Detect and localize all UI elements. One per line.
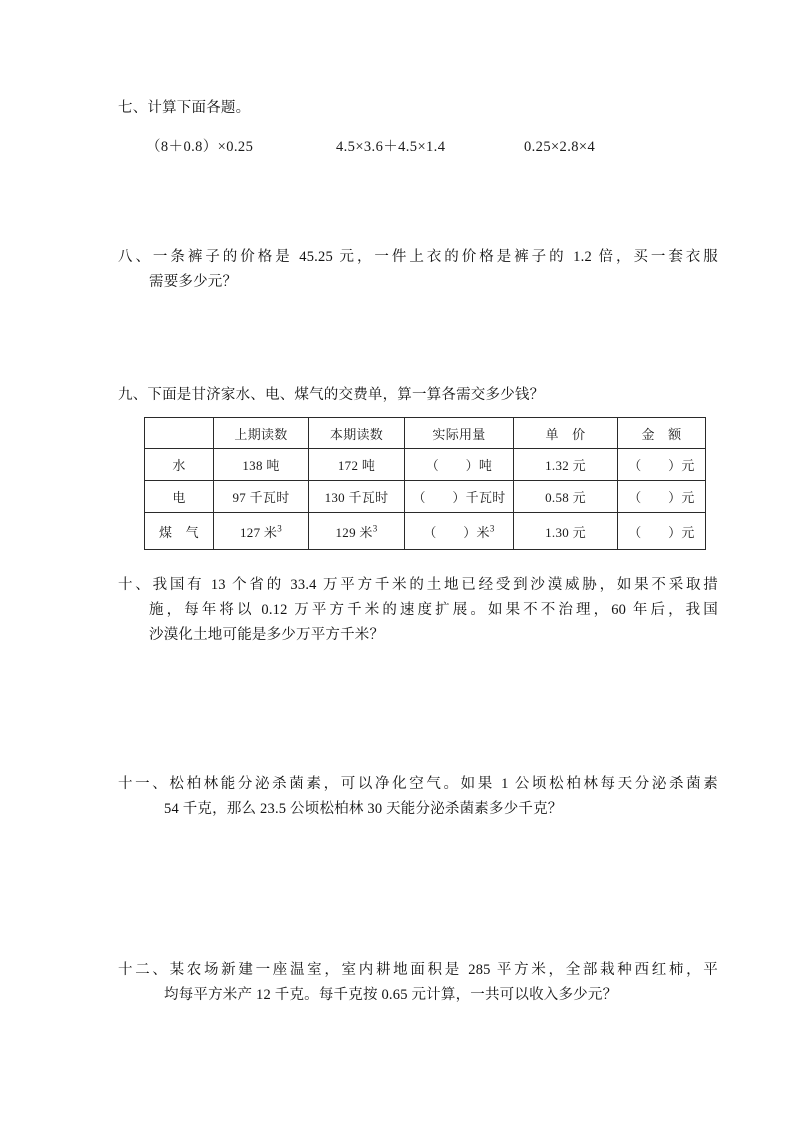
row-label-gas: 煤 气 xyxy=(145,513,214,550)
cell-gas-usage-blank[interactable] xyxy=(405,513,514,550)
question-12-line-2: 均每平方米产 12 千克。每千克按 0.65 元计算，一共可以收入多少元？ xyxy=(164,987,618,1003)
header-cell-amount: 金 额 xyxy=(618,418,706,449)
header-cell-price: 单 价 xyxy=(514,418,618,449)
question-10-line-2: 施，每年将以 0.12 万平方千米的速度扩展。如果不不治理，60 年后，我国 xyxy=(149,602,718,618)
expression-1: （8＋0.8）×0.25 xyxy=(146,139,254,155)
question-8-line-2: 需要多少元？ xyxy=(149,274,238,290)
question-11-line-1: 十一、松柏林能分泌杀菌素，可以净化空气。如果 1 公顷松柏林每天分泌杀菌素 xyxy=(118,776,718,792)
table-header-row xyxy=(145,418,706,449)
question-11 xyxy=(118,772,718,822)
expression-2: 4.5×3.6＋4.5×1.4 xyxy=(336,139,446,155)
cell-electricity-amount-blank[interactable]: （ ）元 xyxy=(618,481,706,513)
question-8-line-1: 八、一条裤子的价格是 45.25 元，一件上衣的价格是裤子的 1.2 倍，买一套衣服 xyxy=(118,249,718,265)
question-10-line-1: 十、我国有 13 个省的 33.4 万平方千米的土地已经受到沙漠威胁，如果不采取措 xyxy=(118,577,718,593)
table-row xyxy=(145,481,706,513)
question-12-line-1: 十二、某农场新建一座温室，室内耕地面积是 285 平方米，全部栽种西红柿，平 xyxy=(118,962,718,978)
table-row xyxy=(145,449,706,481)
expression-3: 0.25×2.8×4 xyxy=(524,139,596,155)
row-label-electricity: 电 xyxy=(145,481,214,513)
question-7 xyxy=(118,96,718,121)
question-10-line-3: 沙漠化土地可能是多少万平方千米？ xyxy=(149,627,385,643)
table-row xyxy=(145,513,706,550)
cell-gas-current xyxy=(309,513,405,550)
cell-gas-previous xyxy=(214,513,309,550)
header-cell-usage: 实际用量 xyxy=(405,418,514,449)
question-12 xyxy=(118,958,718,1008)
cell-gas-amount-blank[interactable]: （ ）元 xyxy=(618,513,706,550)
cell-water-price: 1.32 元 xyxy=(514,449,618,481)
cell-electricity-current: 130 千瓦时 xyxy=(309,481,405,513)
question-9 xyxy=(118,383,718,408)
header-cell-current: 本期读数 xyxy=(309,418,405,449)
cell-gas-previous-text: 127 米 xyxy=(239,524,278,540)
cell-gas-usage-text: （ ）米 xyxy=(423,524,490,540)
cell-electricity-price: 0.58 元 xyxy=(514,481,618,513)
question-8 xyxy=(118,245,718,295)
cell-electricity-previous: 97 千瓦时 xyxy=(214,481,309,513)
question-11-line-2: 54 千克，那么 23.5 公顷松柏林 30 天能分泌杀菌素多少千克？ xyxy=(164,801,563,817)
cell-water-amount-blank[interactable]: （ ）元 xyxy=(618,449,706,481)
cell-gas-usage-exponent: 3 xyxy=(489,523,495,534)
header-cell-previous: 上期读数 xyxy=(214,418,309,449)
cell-water-previous: 138 吨 xyxy=(214,449,309,481)
row-label-water: 水 xyxy=(145,449,214,481)
cell-water-usage-blank[interactable]: （ ）吨 xyxy=(405,449,514,481)
question-7-heading: 七、计算下面各题。 xyxy=(118,100,251,116)
cell-water-current: 172 吨 xyxy=(309,449,405,481)
cell-gas-current-exponent: 3 xyxy=(372,523,378,534)
header-cell-blank xyxy=(145,418,214,449)
cell-gas-current-text: 129 米 xyxy=(335,524,373,540)
question-9-heading: 九、下面是甘济家水、电、煤气的交费单，算一算各需交多少钱？ xyxy=(118,387,545,403)
utility-bill-table xyxy=(144,417,706,550)
cell-electricity-usage-blank[interactable]: （ ）千瓦时 xyxy=(405,481,514,513)
question-10 xyxy=(118,573,718,648)
cell-gas-price: 1.30 元 xyxy=(514,513,618,550)
cell-gas-previous-exponent: 3 xyxy=(277,523,283,534)
